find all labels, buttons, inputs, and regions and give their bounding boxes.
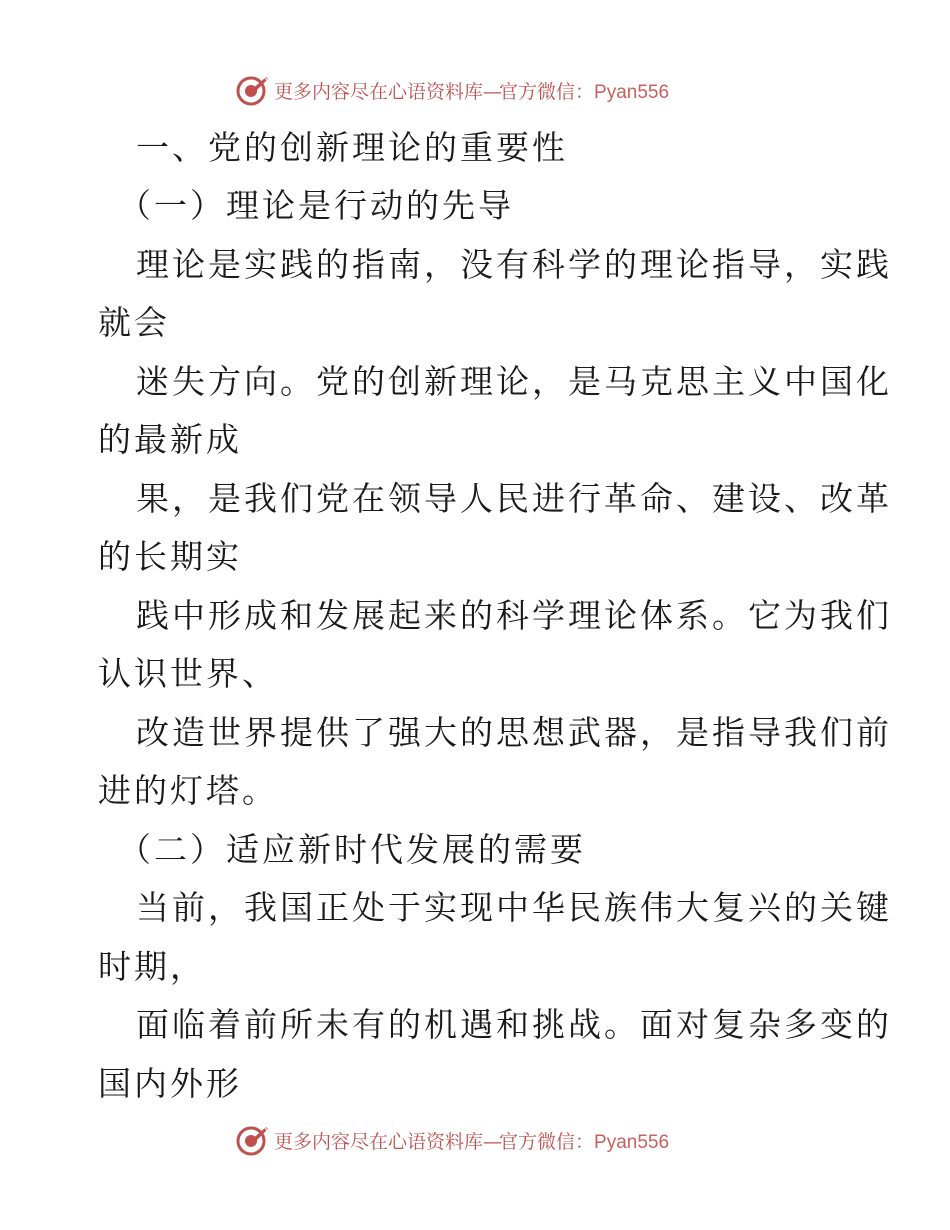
header-watermark	[236, 72, 669, 108]
pen-logo-icon	[236, 73, 270, 107]
paragraph-line: 面临着前所未有的机遇和挑战。面对复杂多变的	[136, 1005, 892, 1044]
paragraph-line: 理论是实践的指南，没有科学的理论指导，实践	[136, 245, 892, 284]
paragraph-line: 践中形成和发展起来的科学理论体系。它为我们	[136, 596, 892, 635]
paragraph-line: 的长期实	[98, 537, 242, 576]
section-heading: 一、党的创新理论的重要性	[136, 128, 568, 167]
paragraph-line: 国内外形	[98, 1064, 242, 1103]
paragraph-line: 的最新成	[98, 420, 242, 459]
watermark-text: 更多内容尽在心语资料库—官方微信：Pyan556	[274, 1130, 670, 1153]
watermark-text: 更多内容尽在心语资料库—官方微信：Pyan556	[274, 80, 670, 103]
pen-logo-icon	[236, 1123, 270, 1157]
subsection-heading: （一）理论是行动的先导	[118, 186, 514, 225]
paragraph-line: 迷失方向。党的创新理论，是马克思主义中国化	[136, 362, 892, 401]
paragraph-line: 果，是我们党在领导人民进行革命、建设、改革	[136, 479, 892, 518]
paragraph-line: 改造世界提供了强大的思想武器，是指导我们前	[136, 713, 892, 752]
paragraph-line: 认识世界、	[98, 654, 278, 693]
paragraph-line: 就会	[98, 303, 170, 342]
paragraph-line: 当前，我国正处于实现中华民族伟大复兴的关键	[136, 888, 892, 927]
subsection-heading: （二）适应新时代发展的需要	[118, 830, 586, 869]
footer-watermark	[236, 1122, 669, 1158]
paragraph-line: 时期，	[98, 947, 206, 986]
paragraph-line: 进的灯塔。	[98, 771, 278, 810]
